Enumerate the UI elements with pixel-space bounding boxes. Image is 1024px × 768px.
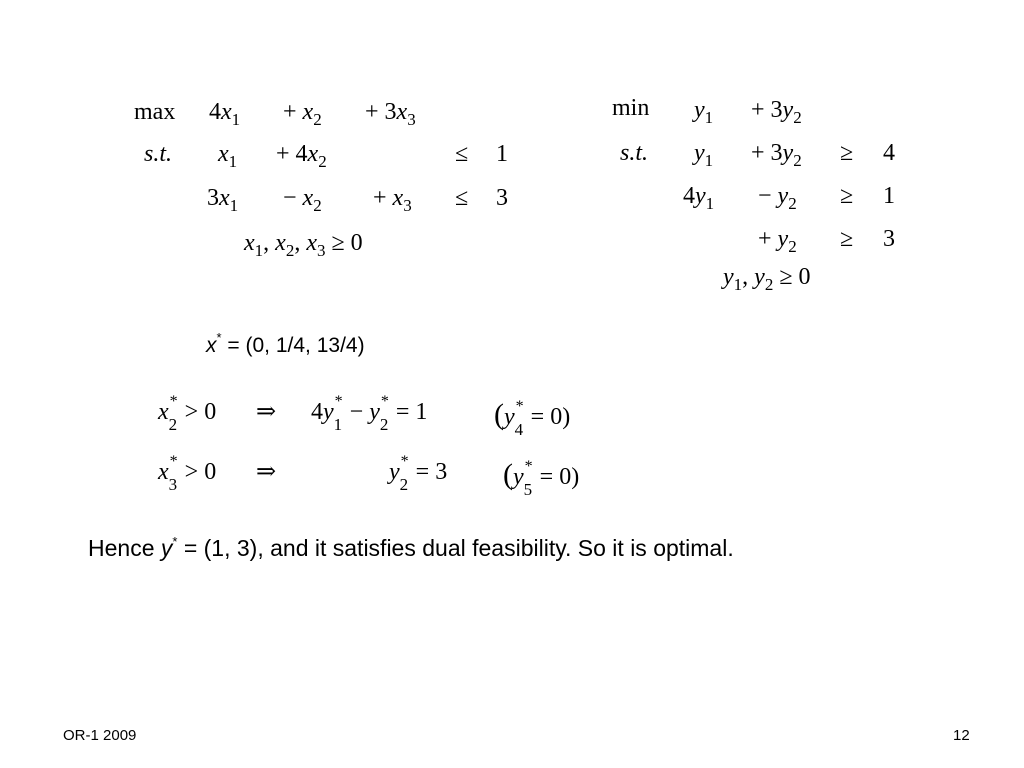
- dual-c1-term-2: + $3y_2$: [751, 140, 802, 170]
- dual-c2-rhs: 1: [883, 183, 895, 209]
- page-number: 12: [953, 727, 970, 744]
- conclusion-text: Hence y* = (1, 3), and it satisfies dual feasibility. So it is optimal.: [88, 534, 734, 561]
- primal-c1-le: ≤: [455, 141, 469, 167]
- primal-c1-term-2: + $4x_2$: [276, 141, 327, 171]
- dual-st-label: s.t.: [620, 140, 649, 166]
- dual-c2-ge: ≥: [840, 183, 854, 209]
- dual-nonneg: $y_1$, $y_2 \ge 0$: [723, 264, 811, 294]
- dual-objective-label: min: [612, 95, 650, 121]
- slackness-row-2-equation: y * 2 = 3: [389, 453, 448, 494]
- primal-nonneg: $x_1$, $x_2$, $x_3 \ge 0$: [244, 230, 363, 260]
- implies-icon: ⇒: [256, 459, 277, 485]
- primal-objective-term-2: + $x_2$: [283, 99, 322, 129]
- primal-c1-term-1: $x_1$: [218, 141, 238, 171]
- primal-c2-term-2: − $x_2$: [283, 185, 322, 215]
- slackness-row-1-note: (y * 4 = 0): [494, 398, 571, 439]
- implies-icon: ⇒: [256, 399, 277, 425]
- slackness-row-1-equation: 4y * 1 − y * 2 = 1: [311, 393, 428, 434]
- primal-objective-label: max: [134, 99, 176, 125]
- primal-objective-term-1: $4x_1$: [209, 99, 241, 129]
- dual-c1-term-1: $y_1$: [694, 140, 714, 170]
- primal-objective-term-3: + $3x_3$: [365, 99, 416, 129]
- dual-c3-term-1: + $y_2$: [758, 226, 797, 256]
- primal-c2-rhs: 3: [496, 185, 508, 211]
- slackness-row-2-condition: x * 3 > 0: [158, 453, 217, 494]
- dual-c2-term-1: $4y_1$: [683, 183, 715, 213]
- dual-c1-rhs: 4: [883, 140, 895, 166]
- dual-c3-ge: ≥: [840, 226, 854, 252]
- dual-objective-term-2: + $3y_2$: [751, 97, 802, 127]
- footer-label: OR-1 2009: [63, 727, 137, 744]
- slackness-row-2-note: (y * 5 = 0): [503, 458, 580, 499]
- dual-c1-ge: ≥: [840, 140, 854, 166]
- primal-c2-le: ≤: [455, 185, 469, 211]
- primal-c2-term-3: + $x_3$: [373, 185, 412, 215]
- primal-c2-term-1: $3x_1$: [207, 185, 239, 215]
- primal-st-label: s.t.: [144, 141, 173, 167]
- slackness-row-1-condition: x * 2 > 0: [158, 393, 217, 434]
- dual-objective-term-1: $y_1$: [694, 97, 714, 127]
- dual-c2-term-2: − $y_2$: [758, 183, 797, 213]
- primal-c1-rhs: 1: [496, 141, 508, 167]
- dual-c3-rhs: 3: [883, 226, 895, 252]
- primal-optimal-solution: x* = (0, 1/4, 13/4): [206, 330, 365, 357]
